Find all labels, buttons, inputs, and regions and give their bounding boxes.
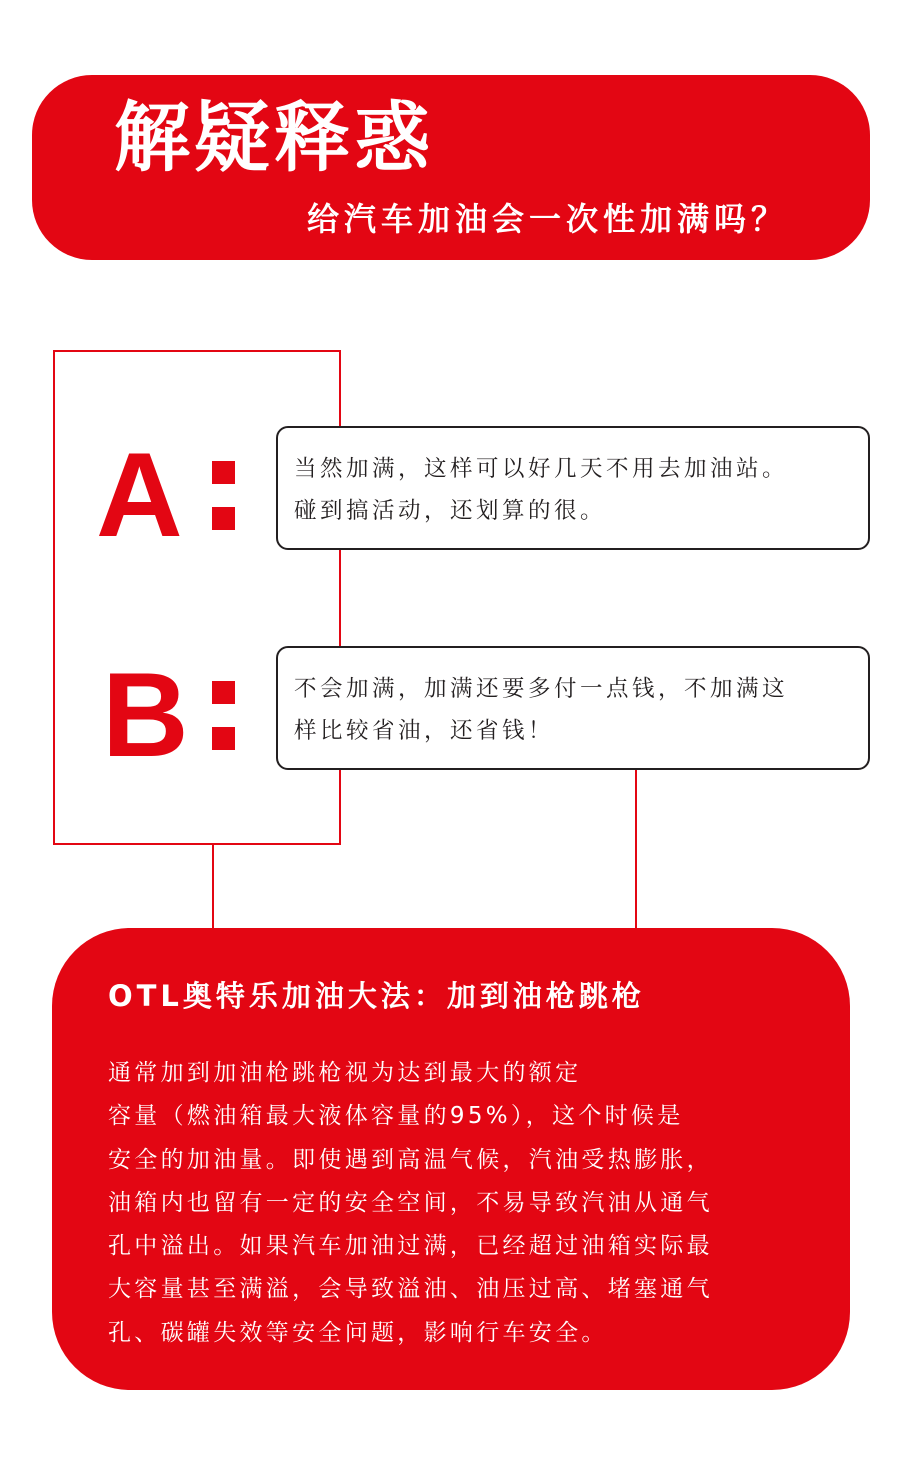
connector-line-right	[635, 770, 637, 928]
option-b-box[interactable]	[276, 646, 870, 770]
tip-title: OTL奥特乐加油大法：加到油枪跳枪	[108, 979, 645, 1013]
option-b-text: 不会加满，加满还要多付一点钱，不加满这 样比较省油，还省钱！	[294, 676, 789, 744]
options-frame	[53, 350, 341, 845]
tip-panel	[52, 928, 850, 1390]
colon-dot	[212, 507, 235, 530]
page-title: 解疑释惑	[114, 93, 434, 182]
option-b-letter: B	[102, 648, 189, 782]
connector-line-left	[212, 845, 214, 928]
colon-dot	[212, 727, 235, 750]
option-a-letter: A	[96, 428, 183, 562]
header-banner	[32, 75, 870, 260]
tip-body: 通常加到加油枪跳枪视为达到最大的额定 容量（燃油箱最大液体容量的95%），这个时候是 安全的加油量。即使遇到高温气候，汽油受热膨胀， 油箱内也留有一定的安全空间，不易导致汽油从通气 孔中溢出。如果汽车加油过满，已经超过油箱实际最 大容量甚至满溢，会导致溢油、油压过高、堵塞通气 孔、碳罐失效等安全问题，影响行车安全。	[108, 1060, 713, 1346]
colon-dot	[212, 681, 235, 704]
option-a-box[interactable]	[276, 426, 870, 550]
option-a-text: 当然加满，这样可以好几天不用去加油站。 碰到搞活动，还划算的很。	[294, 456, 789, 524]
colon-dot	[212, 461, 235, 484]
question-subtitle: 给汽车加油会一次性加满吗？	[306, 200, 788, 238]
